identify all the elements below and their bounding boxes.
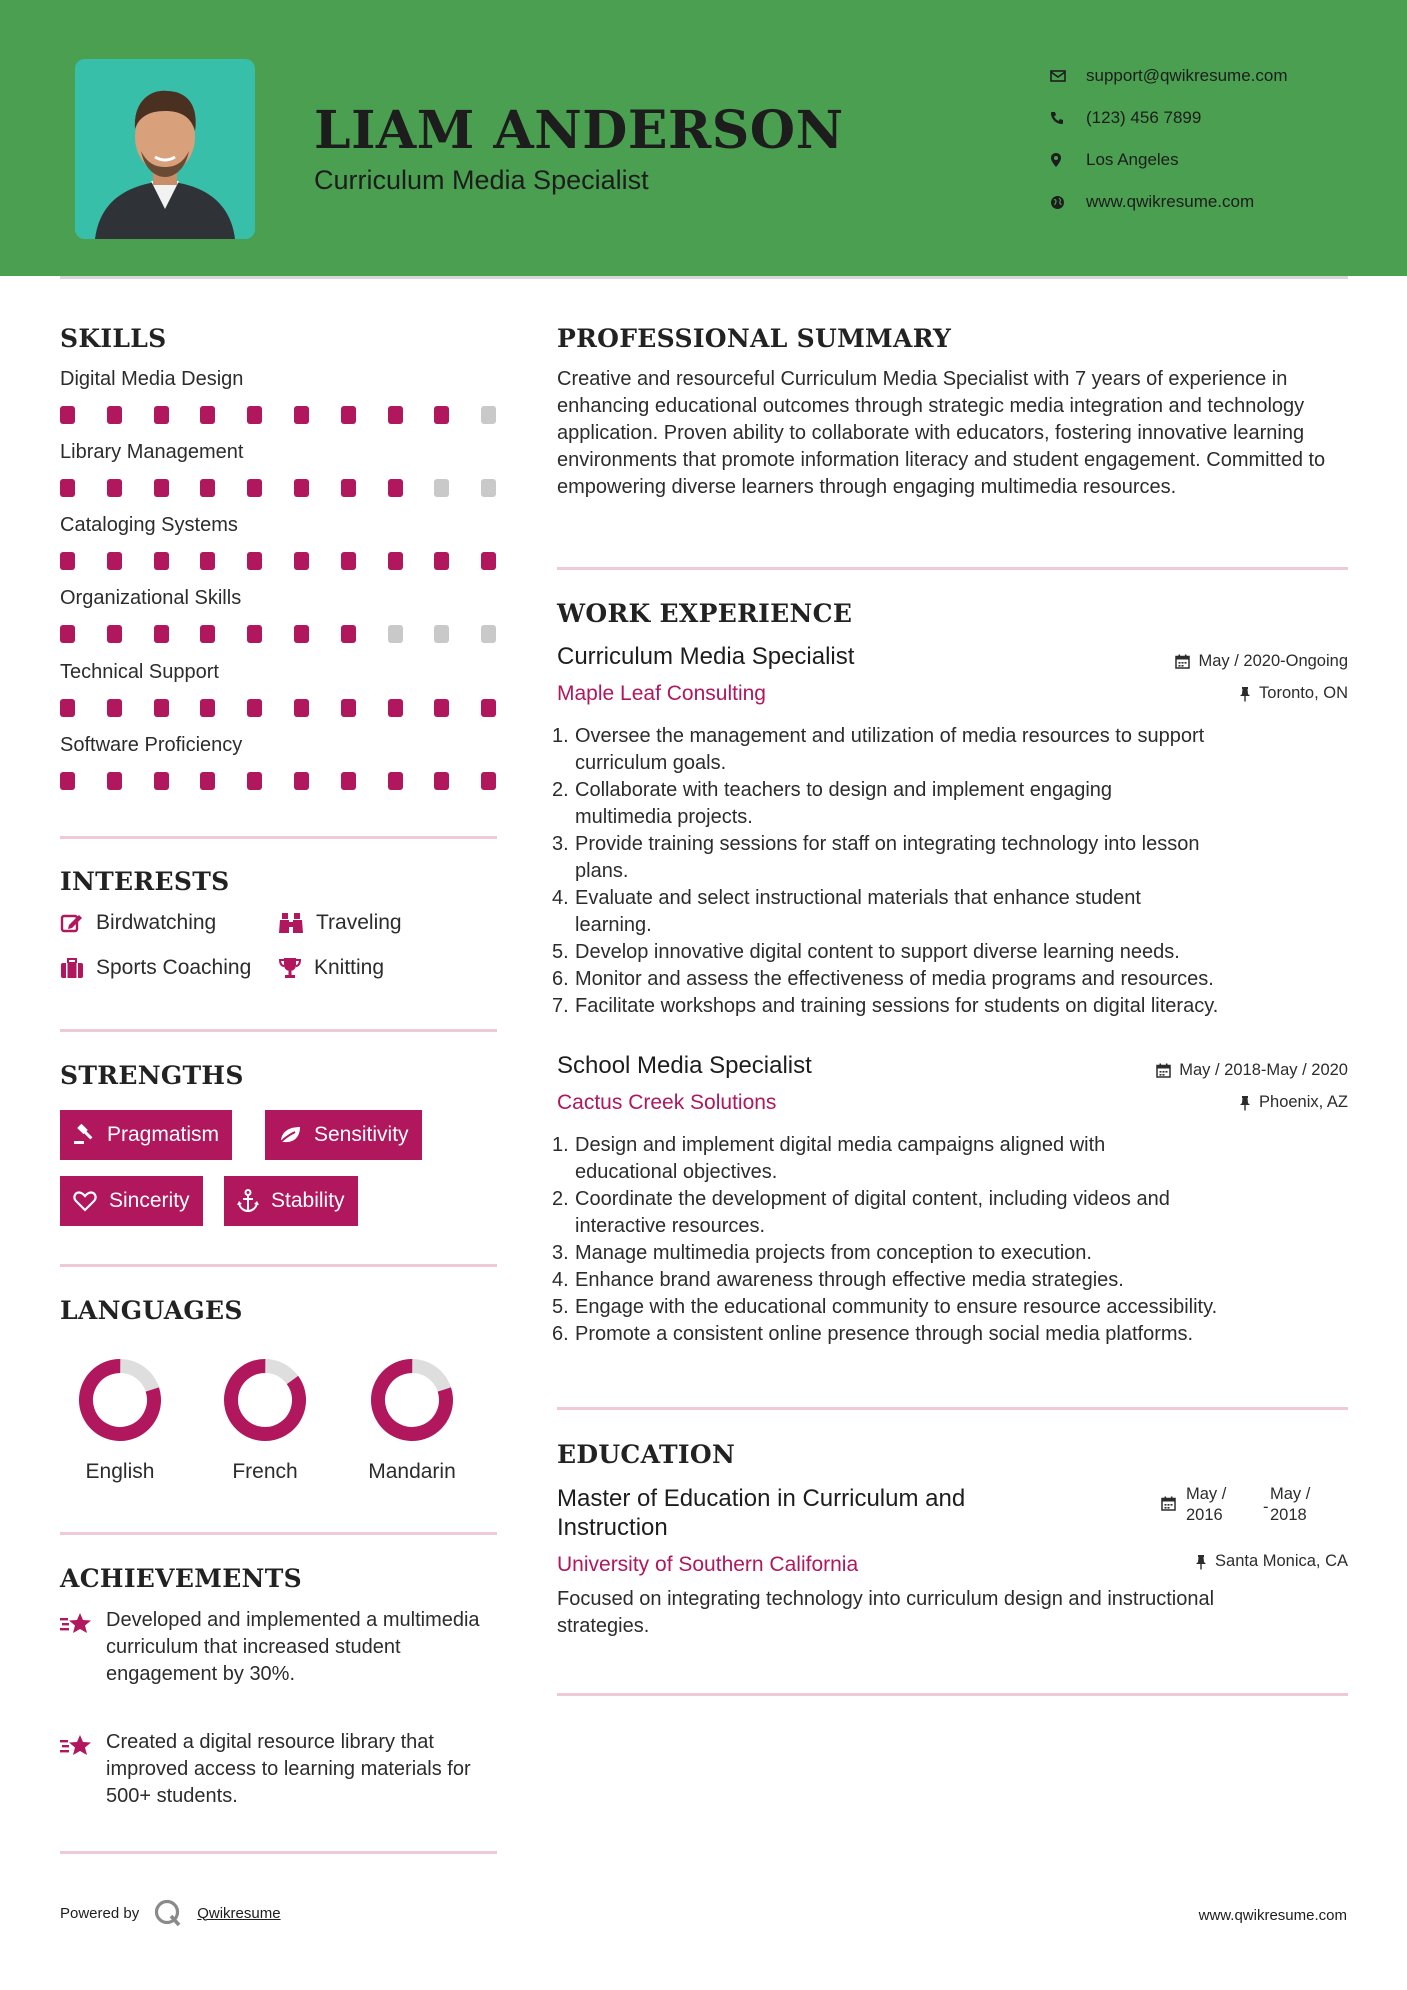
rating-dot-filled xyxy=(341,552,356,570)
pushpin-icon xyxy=(1239,686,1251,702)
contact-website[interactable] xyxy=(1050,181,1288,223)
donut-fill xyxy=(77,1357,163,1443)
header-divider xyxy=(60,276,1348,279)
calendar-icon xyxy=(1175,654,1190,669)
edu-start-date xyxy=(1186,1484,1226,1526)
phone-icon xyxy=(1050,111,1086,125)
duty-item xyxy=(552,777,1352,831)
language-item xyxy=(352,1357,472,1484)
powered-by-text: Powered by xyxy=(60,1904,140,1922)
rating-dot-filled xyxy=(107,406,122,424)
strength-label: Pragmatism xyxy=(107,1123,220,1146)
duty-number: 6. xyxy=(552,1323,569,1345)
language-name: Mandarin xyxy=(368,1460,456,1483)
duty-number: 7. xyxy=(552,995,569,1017)
summary-text: Creative and resourceful Curriculum Media Specialist with 7 years of experience in enhancing educational outcomes through strategic media integration and technology application. Proven ability to collaborate with educators, fostering innovative learning environments that promote information literacy and student engagement. Committed to empowering diverse learners through engaging multimedia resources. xyxy=(557,368,1326,498)
rating-dot-filled xyxy=(60,479,75,497)
rating-dot-filled xyxy=(107,699,122,717)
rating-dot-filled xyxy=(388,552,403,570)
donut-fill xyxy=(222,1357,308,1443)
duty-text: Manage multimedia projects from conception to execution. xyxy=(575,1242,1092,1264)
rating-dot-empty xyxy=(481,625,496,643)
skill-name: Technical Support xyxy=(60,661,219,683)
job-date xyxy=(1156,1061,1348,1080)
duty-number: 5. xyxy=(552,941,569,963)
rating-dot-filled xyxy=(247,772,262,790)
duty-number: 1. xyxy=(552,725,569,747)
degree-line: Instruction xyxy=(557,1514,668,1541)
rating-dot-filled xyxy=(107,552,122,570)
skill-rating xyxy=(60,699,500,717)
section-divider xyxy=(60,836,497,839)
rating-dot-filled xyxy=(154,552,169,570)
rating-dot-filled xyxy=(60,406,75,424)
rating-dot-filled xyxy=(434,699,449,717)
rating-dot-filled xyxy=(294,552,309,570)
anchor-icon xyxy=(237,1189,259,1213)
duty-number: 4. xyxy=(552,1269,569,1291)
interest-item xyxy=(278,911,402,935)
rating-dot-filled xyxy=(107,479,122,497)
interest-label: Traveling xyxy=(316,911,402,934)
language-item xyxy=(60,1357,180,1484)
duty-item xyxy=(552,1267,1352,1294)
qwikresume-logo-icon xyxy=(153,1898,183,1928)
section-divider xyxy=(60,1851,497,1854)
rating-dot-filled xyxy=(481,772,496,790)
rating-dot-filled xyxy=(107,772,122,790)
contact-phone-text: (123) 456 7899 xyxy=(1086,108,1202,127)
interest-label: Birdwatching xyxy=(96,911,217,934)
rating-dot-empty xyxy=(388,625,403,643)
duty-item xyxy=(552,831,1352,885)
duty-item xyxy=(552,1240,1352,1267)
language-item xyxy=(205,1357,325,1484)
rating-dot-filled xyxy=(247,552,262,570)
rating-dot-empty xyxy=(434,479,449,497)
rating-dot-filled xyxy=(434,552,449,570)
brand-link[interactable]: Qwikresume xyxy=(197,1904,281,1922)
section-divider xyxy=(60,1264,497,1267)
edu-location-text: Santa Monica, CA xyxy=(1215,1552,1348,1570)
footer-website[interactable]: www.qwikresume.com xyxy=(1198,1907,1347,1924)
achievement-item xyxy=(60,1729,500,1810)
job-location xyxy=(1239,1093,1348,1112)
duty-item xyxy=(552,885,1352,939)
shooting-star-icon xyxy=(60,1733,93,1759)
duty-text: Provide training sessions for staff on integrating technology into lesson plans. xyxy=(575,833,1200,882)
skill-rating xyxy=(60,625,500,643)
duty-number: 3. xyxy=(552,833,569,855)
job-duties xyxy=(552,1132,1352,1348)
interest-item xyxy=(60,956,251,980)
duty-text: Enhance brand awareness through effective media strategies. xyxy=(575,1269,1124,1291)
rating-dot-filled xyxy=(60,552,75,570)
contact-email-text: support@qwikresume.com xyxy=(1086,66,1288,85)
strength-label: Sincerity xyxy=(109,1189,190,1212)
language-donut xyxy=(222,1357,308,1443)
candidate-title: Curriculum Media Specialist xyxy=(314,165,649,195)
job-location xyxy=(1239,684,1348,703)
duty-text: Coordinate the development of digital content, including videos and interactive resources. xyxy=(575,1188,1170,1237)
education-heading: EDUCATION xyxy=(557,1440,736,1469)
duty-number: 5. xyxy=(552,1296,569,1318)
rating-dot-filled xyxy=(247,699,262,717)
skill-rating xyxy=(60,552,500,570)
calendar-icon xyxy=(1156,1063,1171,1078)
rating-dot-filled xyxy=(200,772,215,790)
job-duties xyxy=(552,723,1352,1020)
footer-powered-by xyxy=(60,1898,281,1928)
edit-icon xyxy=(60,912,84,934)
job-date-text: May / 2018-May / 2020 xyxy=(1179,1061,1348,1079)
rating-dot-filled xyxy=(388,772,403,790)
school-name: University of Southern California xyxy=(557,1553,859,1576)
rating-dot-filled xyxy=(60,699,75,717)
strength-badge xyxy=(224,1176,358,1226)
duty-item xyxy=(552,1294,1352,1321)
skill-name: Cataloging Systems xyxy=(60,514,238,536)
job-location-text: Phoenix, AZ xyxy=(1259,1093,1348,1111)
rating-dot-filled xyxy=(200,699,215,717)
globe-icon xyxy=(1050,195,1086,210)
duty-number: 6. xyxy=(552,968,569,990)
achievements-heading: ACHIEVEMENTS xyxy=(60,1564,302,1593)
rating-dot-filled xyxy=(154,699,169,717)
rating-dot-filled xyxy=(341,406,356,424)
duty-item xyxy=(552,1132,1352,1186)
contact-list xyxy=(1050,55,1288,223)
skill-rating xyxy=(60,772,500,790)
skill-name: Organizational Skills xyxy=(60,587,242,609)
interests-heading: INTERESTS xyxy=(60,867,230,896)
rating-dot-empty xyxy=(481,406,496,424)
duty-text: Collaborate with teachers to design and implement engaging multimedia projects. xyxy=(575,779,1113,828)
rating-dot-filled xyxy=(107,625,122,643)
rating-dot-filled xyxy=(434,406,449,424)
rating-dot-filled xyxy=(341,699,356,717)
section-divider xyxy=(557,567,1348,570)
duty-item xyxy=(552,993,1352,1020)
rating-dot-filled xyxy=(247,406,262,424)
section-divider xyxy=(557,1693,1348,1696)
briefcase-icon xyxy=(60,957,84,979)
edu-start-year: 2016 xyxy=(1186,1506,1223,1524)
candidate-name: LIAM ANDERSON xyxy=(314,100,844,161)
edu-start-month: May / xyxy=(1186,1485,1227,1503)
section-divider xyxy=(60,1029,497,1032)
duty-number: 2. xyxy=(552,1188,569,1210)
envelope-icon xyxy=(1050,69,1086,83)
edu-date-separator: - xyxy=(1263,1498,1269,1516)
language-name: English xyxy=(85,1460,155,1483)
rating-dot-filled xyxy=(60,625,75,643)
job-company: Cactus Creek Solutions xyxy=(557,1091,777,1114)
duty-text: Develop innovative digital content to support diverse learning needs. xyxy=(575,941,1180,963)
strengths-heading: STRENGTHS xyxy=(60,1061,244,1090)
summary-heading: PROFESSIONAL SUMMARY xyxy=(557,324,952,353)
duty-item xyxy=(552,939,1352,966)
skill-rating xyxy=(60,406,500,424)
job-title: School Media Specialist xyxy=(557,1052,812,1079)
rating-dot-filled xyxy=(434,772,449,790)
rating-dot-filled xyxy=(294,406,309,424)
map-marker-icon xyxy=(1050,152,1086,168)
rating-dot-filled xyxy=(200,406,215,424)
section-divider xyxy=(60,1532,497,1535)
experience-heading: WORK EXPERIENCE xyxy=(557,599,853,628)
job-date-text: May / 2020-Ongoing xyxy=(1198,652,1348,670)
contact-email[interactable] xyxy=(1050,55,1288,97)
strength-badge xyxy=(60,1176,203,1226)
rating-dot-filled xyxy=(341,625,356,643)
calendar-icon xyxy=(1161,1496,1176,1511)
duty-number: 4. xyxy=(552,887,569,909)
strength-label: Stability xyxy=(271,1189,345,1212)
job-title: Curriculum Media Specialist xyxy=(557,643,855,670)
duty-item xyxy=(552,1321,1352,1348)
rating-dot-filled xyxy=(388,479,403,497)
duty-item xyxy=(552,966,1352,993)
rating-dot-filled xyxy=(200,479,215,497)
trophy-icon xyxy=(278,957,302,979)
rating-dot-filled xyxy=(60,772,75,790)
rating-dot-filled xyxy=(294,699,309,717)
interest-label: Knitting xyxy=(314,956,385,979)
skill-name: Software Proficiency xyxy=(60,734,243,756)
rating-dot-filled xyxy=(154,772,169,790)
leaf-icon xyxy=(278,1125,302,1145)
job-date xyxy=(1175,652,1348,671)
duty-text: Design and implement digital media campaigns aligned with educational objectives. xyxy=(575,1134,1106,1183)
gavel-icon xyxy=(73,1124,95,1146)
achievement-text: Developed and implemented a multimedia curriculum that increased student engagement by 30%. xyxy=(106,1609,480,1685)
languages-heading: LANGUAGES xyxy=(60,1296,243,1325)
duty-text: Facilitate workshops and training sessions for students on digital literacy. xyxy=(575,995,1219,1017)
duty-text: Evaluate and select instructional materials that enhance student learning. xyxy=(575,887,1141,936)
interest-item xyxy=(278,956,384,980)
edu-end-year: 2018 xyxy=(1270,1506,1307,1524)
job-location-text: Toronto, ON xyxy=(1259,684,1348,702)
binoculars-icon xyxy=(278,912,304,934)
rating-dot-filled xyxy=(154,479,169,497)
job-company: Maple Leaf Consulting xyxy=(557,682,766,705)
rating-dot-filled xyxy=(388,699,403,717)
contact-location-text: Los Angeles xyxy=(1086,150,1179,169)
skills-heading: SKILLS xyxy=(60,324,167,353)
strength-badge xyxy=(265,1110,422,1160)
contact-phone[interactable] xyxy=(1050,97,1288,139)
shooting-star-icon xyxy=(60,1611,93,1637)
edu-description: Focused on integrating technology into curriculum design and instructional strategies. xyxy=(557,1588,1215,1637)
degree-title xyxy=(557,1484,965,1542)
rating-dot-filled xyxy=(388,406,403,424)
interest-item xyxy=(60,911,216,935)
skill-name: Digital Media Design xyxy=(60,368,244,390)
strength-label: Sensitivity xyxy=(314,1123,409,1146)
rating-dot-filled xyxy=(247,625,262,643)
degree-line: Master of Education in Curriculum and xyxy=(557,1485,966,1512)
duty-number: 1. xyxy=(552,1134,569,1156)
rating-dot-filled xyxy=(294,479,309,497)
skill-name: Library Management xyxy=(60,441,244,463)
rating-dot-filled xyxy=(154,406,169,424)
rating-dot-filled xyxy=(341,772,356,790)
duty-item xyxy=(552,723,1352,777)
edu-end-month: May / xyxy=(1270,1485,1311,1503)
rating-dot-filled xyxy=(200,625,215,643)
section-divider xyxy=(557,1407,1348,1410)
achievement-text: Created a digital resource library that improved access to learning materials for 500+ students. xyxy=(106,1731,471,1807)
rating-dot-filled xyxy=(154,625,169,643)
duty-item xyxy=(552,1186,1352,1240)
contact-website-text: www.qwikresume.com xyxy=(1086,192,1255,211)
duty-text: Engage with the educational community to ensure resource accessibility. xyxy=(575,1296,1218,1318)
language-donut xyxy=(77,1357,163,1443)
achievement-item xyxy=(60,1607,500,1688)
rating-dot-filled xyxy=(294,625,309,643)
rating-dot-filled xyxy=(341,479,356,497)
duty-number: 2. xyxy=(552,779,569,801)
edu-location xyxy=(1195,1552,1348,1571)
rating-dot-filled xyxy=(481,552,496,570)
edu-end-date xyxy=(1270,1484,1310,1526)
rating-dot-empty xyxy=(434,625,449,643)
contact-location xyxy=(1050,139,1288,181)
strength-badge xyxy=(60,1110,232,1160)
donut-fill xyxy=(369,1357,455,1443)
language-donut xyxy=(369,1357,455,1443)
interest-label: Sports Coaching xyxy=(96,956,252,979)
rating-dot-filled xyxy=(247,479,262,497)
duty-text: Oversee the management and utilization of media resources to support curriculum goals. xyxy=(575,725,1205,774)
header-banner xyxy=(0,0,1407,276)
rating-dot-empty xyxy=(481,479,496,497)
pushpin-icon xyxy=(1195,1554,1207,1570)
rating-dot-filled xyxy=(200,552,215,570)
pushpin-icon xyxy=(1239,1095,1251,1111)
duty-text: Promote a consistent online presence through social media platforms. xyxy=(575,1323,1194,1345)
heart-icon xyxy=(73,1190,97,1212)
skill-rating xyxy=(60,479,500,497)
rating-dot-filled xyxy=(294,772,309,790)
language-name: French xyxy=(232,1460,298,1483)
duty-number: 3. xyxy=(552,1242,569,1264)
duty-text: Monitor and assess the effectiveness of media programs and resources. xyxy=(575,968,1214,990)
rating-dot-filled xyxy=(481,699,496,717)
profile-photo xyxy=(75,59,255,239)
